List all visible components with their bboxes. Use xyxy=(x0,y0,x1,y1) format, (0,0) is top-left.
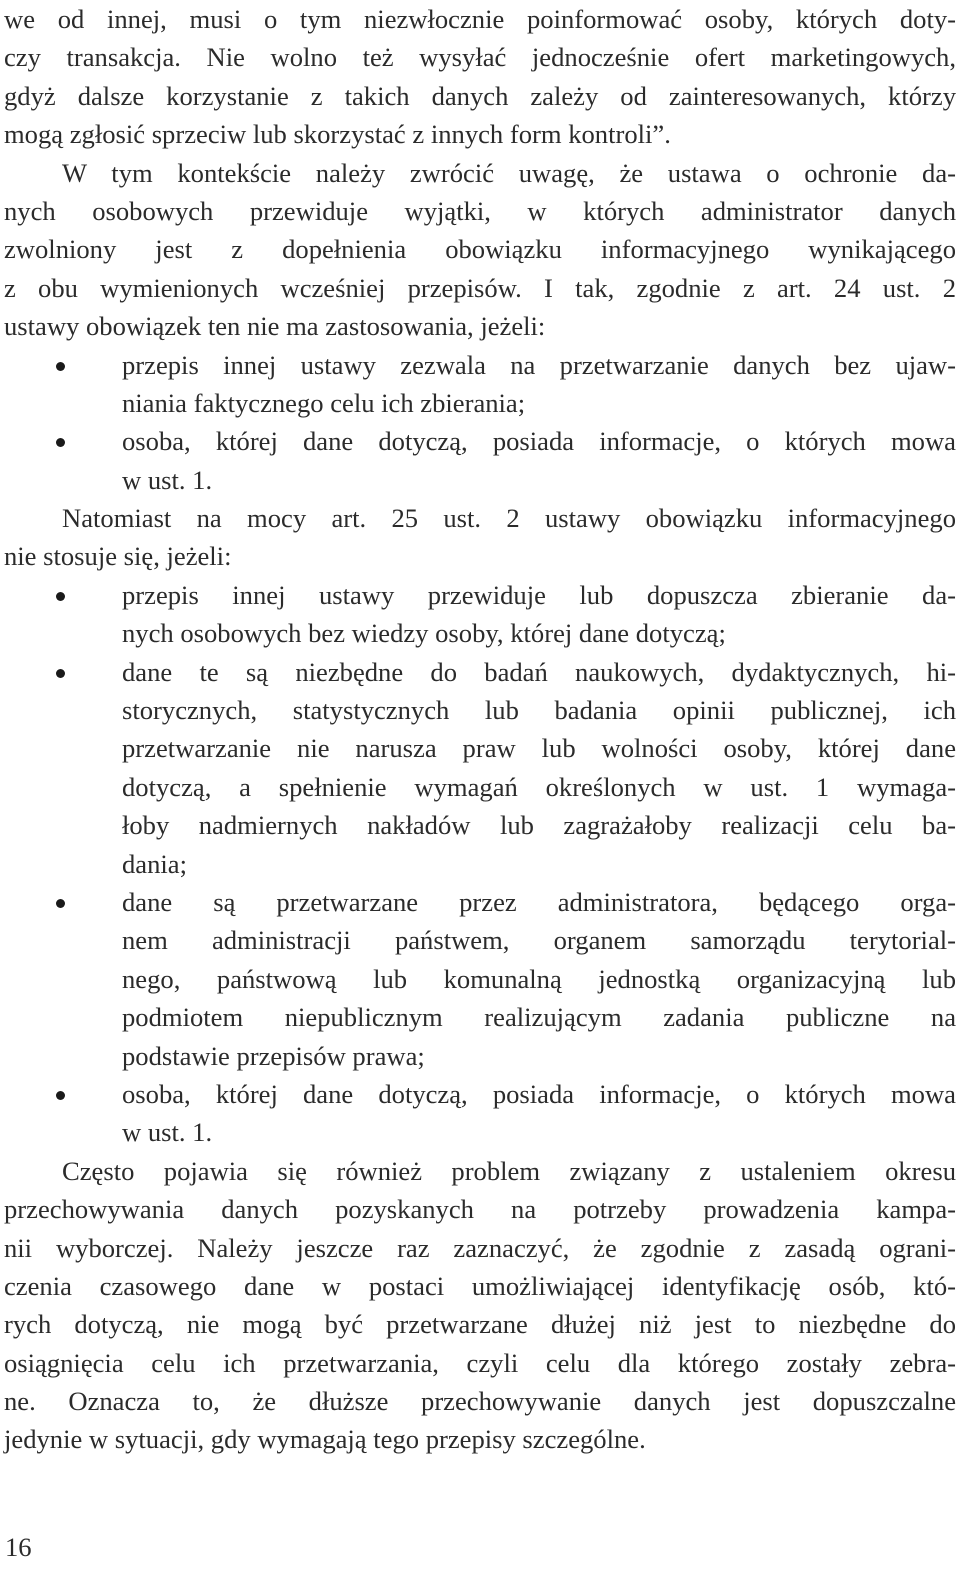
line-text: czenia czasowego dane w postaci umożliwiającej identyfikację osób, któ- xyxy=(4,1270,956,1301)
line-text: dane te są niezbędne do badań naukowych, dydaktycznych, hi- xyxy=(122,656,956,687)
line-text: nem administracji państwem, organem samorządu terytorial- xyxy=(122,925,956,956)
line-text: osiągnięcia celu ich przetwarzania, czyli celu dla którego zostały zebra- xyxy=(4,1347,956,1378)
line-text: przepis innej ustawy przewiduje lub dopuszcza zbieranie da- xyxy=(122,579,956,610)
bullet-icon xyxy=(56,362,65,371)
line-text: Często pojawia się również problem związany z ustaleniem okresu xyxy=(62,1155,956,1186)
bullet-icon xyxy=(56,592,65,601)
line-text: w ust. 1. xyxy=(122,1117,213,1148)
text-line xyxy=(4,1382,956,1420)
line-text: przechowywania danych pozyskanych na potrzeby prowadzenia kampa- xyxy=(4,1194,956,1225)
text-line xyxy=(4,1420,956,1458)
text-line xyxy=(4,384,956,422)
text-line xyxy=(4,921,956,959)
line-text: jedynie w sytuacji, gdy wymagają tego przepisy szczególne. xyxy=(4,1424,646,1455)
page-number: 16 xyxy=(5,1532,32,1562)
line-text: przetwarzanie nie narusza praw lub wolności osoby, której dane xyxy=(122,733,956,764)
text-line xyxy=(4,1190,956,1228)
text-line xyxy=(4,1113,956,1151)
line-text: dania; xyxy=(122,848,187,879)
text-line xyxy=(4,845,956,883)
text-line xyxy=(4,729,956,767)
line-text: czy transakcja. Nie wolno też wysyłać jednocześnie ofert marketingowych, xyxy=(4,42,956,73)
line-text: podstawie przepisów prawa; xyxy=(122,1040,425,1071)
line-text: rych dotyczą, nie mogą być przetwarzane dłużej niż jest to niezbędne do xyxy=(4,1309,956,1340)
text-line xyxy=(4,1305,956,1343)
text-line xyxy=(4,307,956,345)
text-line xyxy=(4,1037,956,1075)
text-line xyxy=(4,77,956,115)
text-line xyxy=(4,230,956,268)
text-line xyxy=(4,1344,956,1382)
line-text: podmiotem niepublicznym realizującym zadania publiczne na xyxy=(122,1002,956,1033)
line-text: nego, państwową lub komunalną jednostką organizacyjną lub xyxy=(122,963,956,994)
line-text: osoba, której dane dotyczą, posiada informacje, o których mowa xyxy=(122,426,956,457)
line-text: we od innej, musi o tym niezwłocznie poinformować osoby, których doty- xyxy=(4,4,956,34)
bullet-list-item xyxy=(4,883,956,921)
line-text: nie stosuje się, jeżeli: xyxy=(4,541,232,572)
line-text: gdyż dalsze korzystanie z takich danych zależy od zainteresowanych, którzy xyxy=(4,80,956,111)
line-text: nych osobowych przewiduje wyjątki, w których administrator danych xyxy=(4,195,956,226)
text-line xyxy=(4,1229,956,1267)
line-text: dotyczą, a spełnienie wymagań określonych w ust. 1 wymaga- xyxy=(122,771,956,802)
text-line xyxy=(4,192,956,230)
text-line xyxy=(4,691,956,729)
text-line xyxy=(4,1152,956,1190)
line-text: W tym kontekście należy zwrócić uwagę, że ustawa o ochronie da- xyxy=(62,157,956,188)
text-line xyxy=(4,115,956,153)
bullet-list-item xyxy=(4,1075,956,1113)
text-line xyxy=(4,269,956,307)
line-text: dane są przetwarzane przez administratora, będącego orga- xyxy=(122,886,956,917)
line-text: ustawy obowiązek ten nie ma zastosowania, jeżeli: xyxy=(4,311,546,342)
bullet-icon xyxy=(56,438,65,447)
line-text: przepis innej ustawy zezwala na przetwarzanie danych bez ujaw- xyxy=(122,349,956,380)
bullet-list-item xyxy=(4,653,956,691)
line-text: storycznych, statystycznych lub badania opinii publicznej, ich xyxy=(122,695,956,726)
text-line xyxy=(4,461,956,499)
line-text: łoby nadmiernych nakładów lub zagrażałoby realizacji celu ba- xyxy=(122,810,956,841)
text-line xyxy=(4,537,956,575)
bullet-list-item xyxy=(4,422,956,460)
line-text: niania faktycznego celu ich zbierania; xyxy=(122,387,526,418)
text-line xyxy=(4,806,956,844)
text-line xyxy=(4,154,956,192)
line-text: nych osobowych bez wiedzy osoby, której dane dotyczą; xyxy=(122,618,726,649)
line-text: zwolniony jest z dopełnienia obowiązku informacyjnego wynikającego xyxy=(4,234,956,265)
line-text: Natomiast na mocy art. 25 ust. 2 ustawy obowiązku informacyjnego xyxy=(62,503,956,534)
bullet-icon xyxy=(56,669,65,678)
body-text xyxy=(4,0,956,1459)
bullet-list-item xyxy=(4,576,956,614)
text-line xyxy=(4,960,956,998)
text-line xyxy=(4,998,956,1036)
text-line xyxy=(4,1267,956,1305)
text-line xyxy=(4,499,956,537)
line-text: nii wyborczej. Należy jeszcze raz zaznaczyć, że zgodnie z zasadą ograni- xyxy=(4,1232,956,1263)
bullet-list-item xyxy=(4,346,956,384)
line-text: w ust. 1. xyxy=(122,464,213,495)
line-text: z obu wymienionych wcześniej przepisów. I tak, zgodnie z art. 24 ust. 2 xyxy=(4,272,956,303)
bullet-icon xyxy=(56,899,65,908)
text-line xyxy=(4,38,956,76)
line-text: mogą zgłosić sprzeciw lub skorzystać z innych form kontroli”. xyxy=(4,119,671,150)
bullet-icon xyxy=(56,1091,65,1100)
line-text: ne. Oznacza to, że dłuższe przechowywanie danych jest dopuszczalne xyxy=(4,1386,956,1417)
line-text: osoba, której dane dotyczą, posiada informacje, o których mowa xyxy=(122,1078,956,1109)
text-line xyxy=(4,0,956,38)
text-line xyxy=(4,614,956,652)
text-line xyxy=(4,768,956,806)
